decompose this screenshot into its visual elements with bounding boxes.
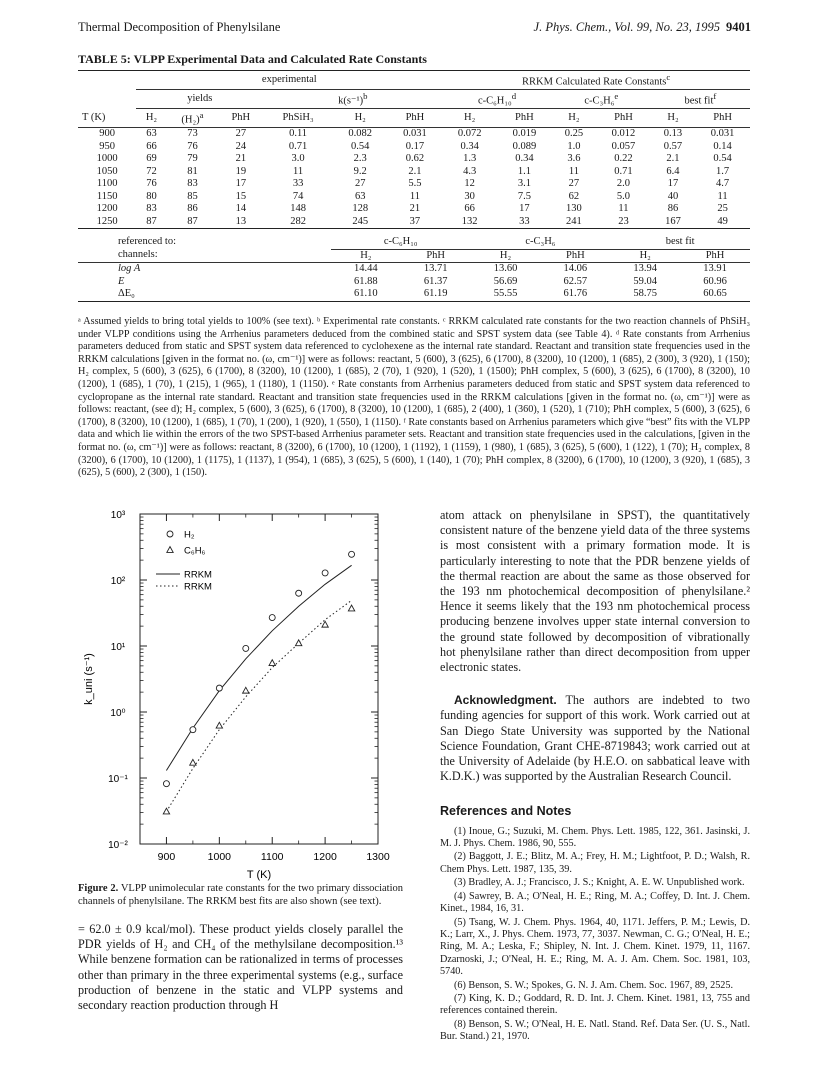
table-cell: 24 xyxy=(235,140,247,152)
table-row xyxy=(78,166,750,179)
table-cell: 63 xyxy=(354,190,366,202)
table-cell: 9.2 xyxy=(353,165,367,177)
reference-item: (3) Bradley, A. J.; Francisco, J. S.; Knight, A. E. W. Unpublished work. xyxy=(454,877,745,889)
table-cell: 0.62 xyxy=(405,153,425,164)
acknowledgment xyxy=(440,693,750,784)
table-cell: 83 xyxy=(146,203,157,214)
table-cell: 66 xyxy=(146,140,157,152)
table-cell: 128 xyxy=(352,203,369,214)
table-cell: 3.1 xyxy=(517,178,531,189)
table-cell: 0.031 xyxy=(403,128,427,139)
subgroup-yields: yields xyxy=(136,90,263,109)
page-number: 9401 xyxy=(726,20,751,34)
table-cell: 11 xyxy=(568,165,579,177)
table-cell: 0.54 xyxy=(351,140,370,152)
h2-data-point xyxy=(322,570,328,576)
table-subgroup-row xyxy=(78,90,750,109)
table-cell: 37 xyxy=(388,216,443,229)
table-cell: 0.17 xyxy=(405,140,425,152)
col-header: H₂ xyxy=(651,109,695,128)
table-cell-temperature: 900 xyxy=(99,128,116,139)
plot-frame xyxy=(140,514,378,844)
subgroup-best xyxy=(651,90,750,109)
channels-label: channels: xyxy=(78,249,331,263)
table-cell: 4.7 xyxy=(716,178,730,189)
table-cell: 2.0 xyxy=(616,178,631,189)
table-cell: 130 xyxy=(566,203,582,214)
table-cell-temperature: 1200 xyxy=(96,203,118,214)
table-cell: 14 xyxy=(235,203,247,214)
caption-label: Figure 2. xyxy=(78,883,119,894)
table-cell: 0.34 xyxy=(515,153,534,164)
table-cell: 6.4 xyxy=(666,165,680,177)
arr-cell: 61.37 xyxy=(423,275,448,287)
table-cell: 63 xyxy=(146,128,157,139)
ref-best: best fit xyxy=(610,236,750,249)
table-cell: 33 xyxy=(497,216,552,229)
h2-data-point xyxy=(163,781,169,787)
arr-ref-row xyxy=(78,236,750,249)
arr-body xyxy=(78,263,750,302)
table-cell: 0.13 xyxy=(663,128,683,139)
group-rrkm-label: RRKM Calculated Rate Constants xyxy=(522,76,667,88)
table-cell: 15 xyxy=(235,190,247,202)
table-row xyxy=(78,153,750,166)
table-cell: 85 xyxy=(187,190,198,202)
legend-marker-c6h6 xyxy=(167,547,173,553)
table-cell: 0.71 xyxy=(614,165,633,177)
arr-row xyxy=(78,263,750,276)
reference-item: (6) Benson, S. W.; Spokes, G. N. J. Am. Chem. Soc. 1967, 89, 2525. xyxy=(454,979,734,991)
rrkm-phh-curve xyxy=(166,600,351,811)
table-cell: 86 xyxy=(187,203,198,214)
col-header: PhH xyxy=(540,249,610,263)
rrkm-h2-curve xyxy=(166,565,351,770)
x-tick-label: 900 xyxy=(157,851,176,863)
rate-constants-table xyxy=(78,70,750,229)
table-cell: 2.1 xyxy=(666,153,680,164)
table-cell: 0.072 xyxy=(457,128,482,139)
subgroup-k-footnote: b xyxy=(363,91,368,101)
c6h6-data-point xyxy=(163,808,169,814)
subgroup-cprop-label: c-C₃H₆ xyxy=(584,95,615,107)
y-tick-label: 10⁻¹ xyxy=(108,774,128,785)
arr-cell: 13.91 xyxy=(703,263,727,274)
table-cell: 87 xyxy=(136,216,166,229)
references-title: References and Notes xyxy=(440,804,572,819)
col-header-T: T (K) xyxy=(78,109,136,128)
arr-cell: 14.06 xyxy=(563,263,588,274)
subgroup-best-footnote: f xyxy=(713,91,717,101)
table-cell: 1.0 xyxy=(567,140,581,152)
c6h6-data-point xyxy=(243,687,249,693)
table-cell: 21 xyxy=(235,153,247,164)
arr-cell: 13.60 xyxy=(493,263,518,274)
x-tick-label: 1200 xyxy=(313,851,337,863)
reference-item: (7) King, K. D.; Goddard, R. D. Int. J. Chem. Kinet. 1981, 13, 755 and references contained therein. xyxy=(440,992,750,1017)
table-row xyxy=(78,178,750,191)
rate-constant-figure xyxy=(78,506,403,886)
table-cell: 3.0 xyxy=(291,153,305,164)
table-footnotes: ᵃ Assumed yields to bring total yields to 100% (see text). ᵇ Experimental rate constants. ᶜ RRKM calculated rate constants for the two reaction channels of PhSiH₃ under VLPP conditions using the Arrhenius parameters deduced from the combined static and SPST system data (see Table 4). ᵈ Rate constants from Arrhenius parameters deduced from static and SPST system data referenced to cyclohexene as the internal rate standard. Reactant and transition state frequencies used in the RRKM calculations [given in the format no. (ω, cm⁻¹)] were as follows: reactant, 5 (600), 3 (625), 6 (1700), 8 (3200), 10 (1200), 1 (685), 2 (300), 3 (920), 1 (150); H₂ complex, 5 (600), 3 (625), 6 (1700), 8 (3200), 10 (1200), 1 (685), 2 (70), 1 (920), 1 (520), 1 (1500); PhH complex, 5 (600), 3 (625), 6 (1700), 8 (3200), 10 (1200), 1 (685), 1 (70), 1 (215), 1 (965), 1 (1180), 1 (1150). ᵉ Rate constants from Arrhenius parameters deduced from static and SPST system data referenced to cyclopropane as the internal rate standard. Reactant and transition state frequencies used in the RRKM calculations [given in the format no. (ω, cm⁻¹)] were as follows: reactant, (see d); H₂ complex, 5 (600), 3 (625), 6 (1700), 8 (3200), 10 (1200), 1 (685), 2 (400), 1 (360), 1 (520), 1 (710); PhH complex, 5 (600), 3 (625), 6 (1700), 8 (3200), 10 (1200), 1 (685), 1 (70), 1 (200), 1 (920), 1 (550), 1 (1150). ᶠ Rate constants based on Arrhenius parameters which give “best” fits with the VLPP data and which lie within the errors of the two SPST-based Arrhenius parameter sets. Reactant and transition state frequencies used in the calculations, [given in the format no. (ω, cm⁻¹)] were as follows: reactant, 8 (3200), 6 (1700), 10 (1200), 1 (1192), 1 (1159), 1 (980), 1 (685), 3 (625), 5 (600), 1 (122), 1 (70); H₂ complex, 8 (3200), 6 (1700), 10 (1200), 1 (1175), 1 (1137), 1 (954), 1 (685), 3 (625), 5 (600), 1 (140), 1 (70); PhH complex, 8 (3200), 6 (1700), 10 (1200), 3 (920), 1 (685), 3 (625), 5 (600), 2 (300), 1 (150). xyxy=(78,316,750,479)
table-cell: 86 xyxy=(667,203,679,214)
table-cell: 30 xyxy=(464,190,475,202)
table-cell-temperature: 1250 xyxy=(78,216,136,229)
group-rrkm xyxy=(442,71,750,90)
c6h6-data-point xyxy=(216,722,222,728)
table-cell: 0.54 xyxy=(713,153,732,164)
h2-data-point xyxy=(296,590,302,596)
arr-cell: 59.04 xyxy=(633,275,657,287)
table-cell: 40 xyxy=(667,190,679,202)
table-cell: 0.031 xyxy=(710,128,735,139)
arr-cell: 56.69 xyxy=(493,275,518,287)
col-header-label: (H₂) xyxy=(181,114,200,126)
header-title: Thermal Decomposition of Phenylsilane xyxy=(78,20,281,34)
reference-item: (2) Baggott, J. E.; Blitz, M. A.; Frey, H. M.; Lightfoot, P. D.; Walsh, R. Chem Phys. Lett. 1987, 135, 39. xyxy=(440,851,750,875)
table-cell: 5.0 xyxy=(616,190,631,202)
right-column xyxy=(440,508,750,1045)
col-header: H₂ xyxy=(471,249,541,263)
table-cell: 83 xyxy=(187,178,198,189)
group-rrkm-footnote: c xyxy=(666,72,671,82)
arr-channels-row xyxy=(78,249,750,263)
figure-caption xyxy=(78,882,403,908)
col-header: H₂ xyxy=(552,109,596,128)
table-cell: 0.012 xyxy=(611,128,636,139)
arr-cell: 60.65 xyxy=(680,288,750,301)
h2-data-point xyxy=(349,551,355,557)
legend-label: H₂ xyxy=(184,529,195,541)
arrhenius-table xyxy=(78,236,750,302)
table-cell: 1.3 xyxy=(463,153,477,164)
table-cell: 132 xyxy=(442,216,497,229)
table-cell: 27 xyxy=(354,178,366,189)
c6h6-data-point xyxy=(269,660,275,666)
arr-cell: 62.57 xyxy=(563,275,588,287)
ref-cprop: c-C₃H₆ xyxy=(471,236,611,249)
arr-cell: 61.19 xyxy=(401,288,471,301)
col-header: PhH xyxy=(388,109,443,128)
table-cell: 33 xyxy=(292,178,304,189)
x-tick-label: 1100 xyxy=(260,851,284,863)
x-tick-label: 1000 xyxy=(207,851,232,863)
reference-item: (5) Tsang, W. J. Chem. Phys. 1964, 40, 1171. Jeffers, P. M.; Lewis, D. K.; Larr, X., J. Phys. Chem. 1973, 77, 3037. Newman, C. G.; O'Neal, H. E.; Ring, M. A.; Leska, F.; Shipley, N. Int. J. Chem. Kinet. 1979, 11, 1167. Dzarnoski, J.; O'Neal, H. E.; Ring, M. A. J. Am. Chem. Soc. 1981, 103, 5740. xyxy=(440,916,750,978)
table-row xyxy=(78,128,750,141)
legend-label: C₆H₆ xyxy=(184,545,206,557)
col-header: H₂ xyxy=(136,109,166,128)
table-cell: 282 xyxy=(263,216,333,229)
table-cell: 1.1 xyxy=(517,165,531,177)
c6h6-data-point xyxy=(322,621,328,627)
table-cell: 69 xyxy=(146,153,157,164)
references-list xyxy=(440,826,750,1044)
c6h6-data-point xyxy=(348,605,354,611)
table-row xyxy=(78,191,750,204)
col-header: H₂ xyxy=(610,249,680,263)
table-cell: 27 xyxy=(568,178,580,189)
x-axis-label: T (K) xyxy=(246,869,272,881)
col-header: H₂ xyxy=(331,249,401,263)
table-cell: 81 xyxy=(187,165,198,177)
table-cell: 11 xyxy=(717,190,728,202)
c6h6-data-point xyxy=(190,759,196,765)
col-header: PhH xyxy=(695,109,750,128)
arr-cell: 61.76 xyxy=(540,288,610,301)
reference-item: (8) Benson, S. W.; O'Neal, H. E. Natl. Stand. Ref. Data Ser. (U. S., Natl. Bur. Stand.) 21, 1970. xyxy=(440,1018,750,1043)
table-title: TABLE 5: VLPP Experimental Data and Calculated Rate Constants xyxy=(78,52,427,66)
table-cell: 0.22 xyxy=(614,153,633,164)
journal-citation: J. Phys. Chem., Vol. 99, No. 23, 1995 xyxy=(533,20,720,34)
table-cell: 79 xyxy=(187,153,198,164)
col-header: PhH xyxy=(218,109,263,128)
subgroup-k-label: k(s⁻¹) xyxy=(338,95,364,107)
table-group-row xyxy=(78,71,750,90)
table-cell: 12 xyxy=(464,178,475,189)
table-header-row xyxy=(78,109,750,128)
table-cell: 17 xyxy=(667,178,679,189)
table-cell: 4.3 xyxy=(463,165,477,177)
table-cell: 3.6 xyxy=(567,153,581,164)
arr-row xyxy=(78,276,750,289)
table-cell: 17 xyxy=(235,178,247,189)
col-header-footnote: a xyxy=(199,110,204,120)
discussion-paragraph: atom attack on phenylsilane in SPST), the quantitatively consistent nature of the benzene yield data of the three systems is most consistent with a primary formation mode. It is particularly interesting to note that the PDR benzene yields of the thermal reaction are about the same as those observed for the 193 nm photochemical decomposition of phenylsilane.² Hence it seems likely that the 193 nm photochemical process producing benzene involves upper state internal conversion to the ground state followed by decomposition of vibrationally hot phenylsilane rather than direct decomposition from upper electronic states. xyxy=(440,508,750,675)
y-tick-label: 10⁻² xyxy=(108,840,128,851)
table-cell: 7.5 xyxy=(517,190,531,202)
arr-row xyxy=(78,288,750,301)
table-cell: 0.082 xyxy=(348,128,372,139)
arr-cell: 13.71 xyxy=(423,263,448,274)
table-cell: 1.7 xyxy=(716,165,730,177)
table-cell: 245 xyxy=(333,216,388,229)
table-cell: 11 xyxy=(293,165,304,177)
y-tick-label: 10³ xyxy=(110,510,126,521)
table-cell: 0.057 xyxy=(611,140,636,152)
table-cell: 23 xyxy=(596,216,651,229)
legend-label: RRKM xyxy=(184,581,212,593)
table-cell: 21 xyxy=(409,203,421,214)
col-header: PhSiH₃ xyxy=(263,109,333,128)
table-cell: 0.71 xyxy=(288,140,308,152)
caption-text: VLPP unimolecular rate constants for the two primary dissociation channels of phenylsilane. The RRKM best fits are also shown (see text). xyxy=(78,883,403,907)
ref-label: referenced to: xyxy=(118,236,177,248)
table-cell: 66 xyxy=(464,203,475,214)
table-cell: 167 xyxy=(651,216,695,229)
y-tick-label: 10² xyxy=(110,576,126,587)
h2-data-point xyxy=(190,727,196,733)
h2-data-point xyxy=(269,615,275,621)
table-cell: 25 xyxy=(717,203,728,214)
arr-param-label: ΔE₀ xyxy=(78,288,331,301)
table-cell: 11 xyxy=(618,203,629,214)
table-cell: 0.34 xyxy=(460,140,479,152)
table-cell-temperature: 1000 xyxy=(96,153,118,164)
reference-item: (1) Inoue, G.; Suzuki, M. Chem. Phys. Lett. 1985, 122, 361. Jasinski, J. M. J. Phys. Chem. 1986, 90, 555. xyxy=(440,825,750,850)
arr-cell: 61.88 xyxy=(354,275,378,287)
table-cell-temperature: 1050 xyxy=(96,165,118,177)
table-cell: 241 xyxy=(552,216,596,229)
table-cell: 0.11 xyxy=(289,128,308,139)
arr-cell: 61.10 xyxy=(331,288,401,301)
arr-param-label: log A xyxy=(118,263,141,274)
subgroup-chex-label: c-C₆H₁₀ xyxy=(477,95,512,107)
y-tick-label: 10¹ xyxy=(110,642,126,653)
table-cell: 0.25 xyxy=(564,128,584,139)
col-header: PhH xyxy=(596,109,651,128)
table-cell: 17 xyxy=(519,203,530,214)
table-body xyxy=(78,128,750,229)
left-column-text: = 62.0 ± 0.9 kcal/mol). These product yields closely parallel the PDR yields of H₂ and CH₄ of the methylsilane decomposition.¹³ While benzene formation can be rationalized in terms of processes other than primary in the three experimental systems (e.g., surface production of benzene in the static and VLPP systems and secondary reaction production through H xyxy=(78,922,403,1013)
ack-text: The authors are indebted to two funding agencies for support of this work. Work carried out at San Diego State University was supported by the National Science Foundation, Grant CHE-8719843; work carried out at the University of Adelaide (by H.E.O. on sabbatical leave with K.D.K.) was supported by the Australian Research Council. xyxy=(440,693,750,784)
table-cell: 49 xyxy=(695,216,750,229)
h2-data-point xyxy=(216,685,222,691)
col-header xyxy=(167,109,219,128)
table-row xyxy=(78,203,750,216)
subgroup-chex xyxy=(442,90,551,109)
table-cell-temperature: 1150 xyxy=(96,190,118,202)
header-journal xyxy=(534,20,751,35)
reference-item: (4) Sawrey, B. A.; O'Neal, H. E.; Ring, M. A.; Coffey, D. Int. J. Chem. Kinet., 1984, 16, 31. xyxy=(440,890,750,915)
table-cell-temperature: 1100 xyxy=(96,178,118,189)
x-tick-label: 1300 xyxy=(366,851,390,863)
col-header: H₂ xyxy=(442,109,497,128)
table-cell: 62 xyxy=(568,190,580,202)
group-experimental: experimental xyxy=(136,71,442,90)
col-header: H₂ xyxy=(333,109,388,128)
table-cell: 19 xyxy=(235,165,247,177)
subgroup-cprop xyxy=(552,90,651,109)
subgroup-k xyxy=(263,90,442,109)
col-header: PhH xyxy=(401,249,471,263)
table-cell: 5.5 xyxy=(408,178,422,189)
legend-marker-h2 xyxy=(167,531,173,537)
table-cell: 0.089 xyxy=(512,140,537,152)
table-row xyxy=(78,141,750,154)
ack-title: Acknowledgment. xyxy=(454,693,557,708)
table-cell: 2.3 xyxy=(353,153,367,164)
y-tick-label: 10⁰ xyxy=(110,708,126,719)
table-cell: 11 xyxy=(409,190,420,202)
arr-cell: 13.94 xyxy=(633,263,657,274)
table-cell: 0.14 xyxy=(713,140,732,152)
table-cell-temperature: 950 xyxy=(99,140,116,152)
table-cell: 2.1 xyxy=(408,165,422,177)
c6h6-data-point xyxy=(295,640,301,646)
table-cell: 0.57 xyxy=(663,140,683,152)
col-header: PhH xyxy=(497,109,552,128)
arr-param-label: E xyxy=(118,275,125,287)
ref-chex: c-C₆H₁₀ xyxy=(331,236,471,249)
arr-cell: 55.55 xyxy=(471,288,541,301)
table-cell: 13 xyxy=(218,216,263,229)
arr-cell: 58.75 xyxy=(610,288,680,301)
arr-cell: 14.44 xyxy=(354,263,378,274)
h2-data-point xyxy=(243,645,249,651)
table-cell: 73 xyxy=(187,128,198,139)
table-cell: 76 xyxy=(146,178,157,189)
legend-label: RRKM xyxy=(184,569,212,581)
subgroup-chex-footnote: d xyxy=(511,91,517,101)
subgroup-best-label: best fit xyxy=(684,95,714,107)
table-cell: 74 xyxy=(292,190,304,202)
table-cell: 148 xyxy=(290,203,306,214)
table-cell: 87 xyxy=(167,216,219,229)
table-cell: 80 xyxy=(146,190,157,202)
col-header: PhH xyxy=(680,249,750,263)
table-cell: 76 xyxy=(187,140,198,152)
y-axis-label: k_uni (s⁻¹) xyxy=(83,653,95,705)
subgroup-cprop-footnote: e xyxy=(614,91,619,101)
table-cell: 72 xyxy=(146,165,157,177)
table-row xyxy=(78,216,750,229)
table-cell: 27 xyxy=(235,128,247,139)
table-cell: 0.019 xyxy=(512,128,537,139)
arr-cell: 60.96 xyxy=(703,275,727,287)
